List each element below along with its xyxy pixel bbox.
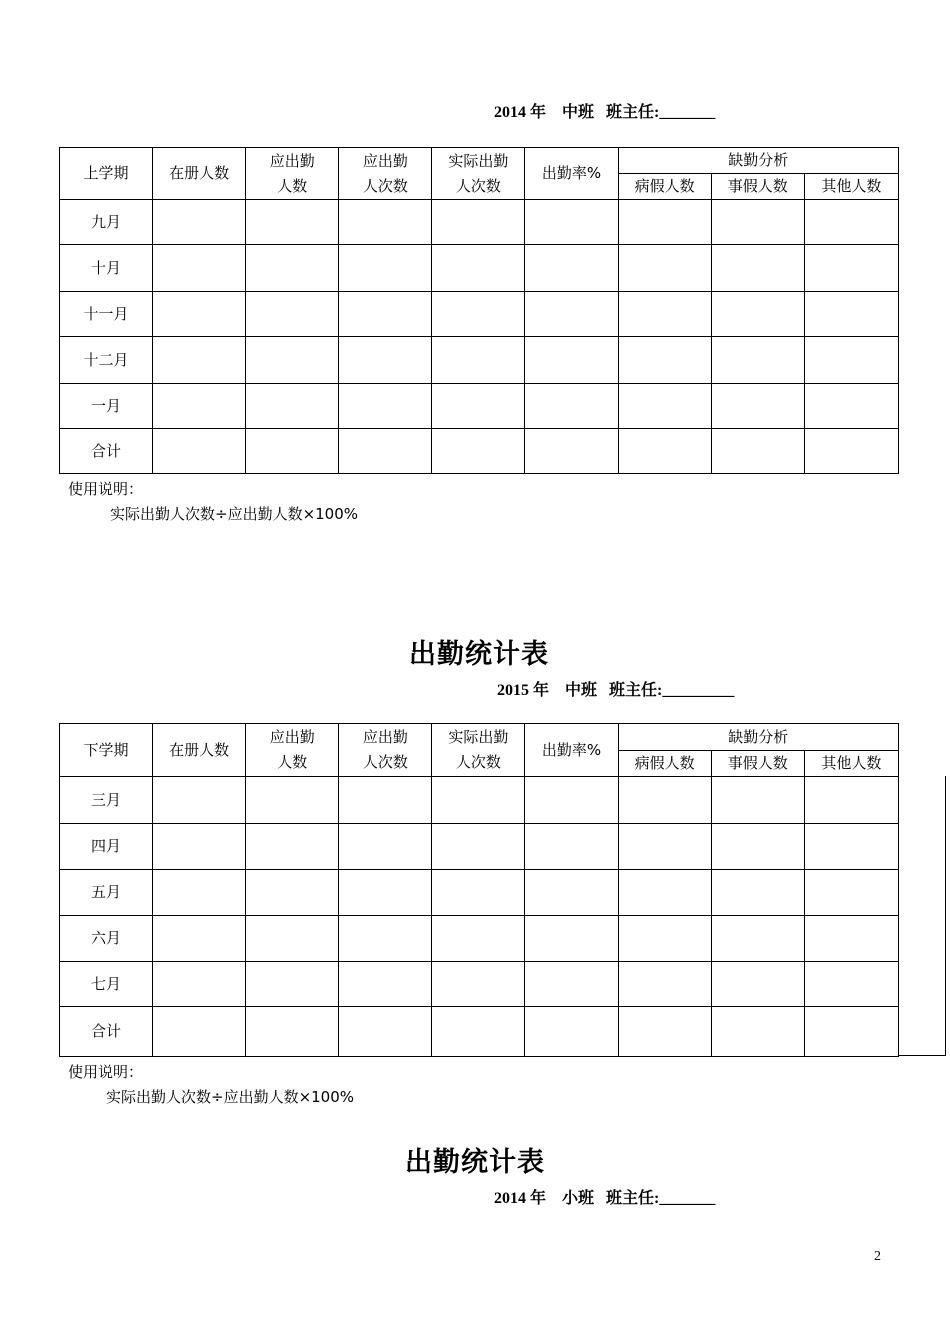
page-title: 出勤统计表 <box>405 1147 545 1178</box>
table-row <box>60 245 899 292</box>
header-absence-analysis: 缺勤分析 <box>618 148 898 174</box>
header-term: 下学期 <box>60 724 153 777</box>
header-actual-times <box>432 724 525 777</box>
header-expected-times <box>339 148 432 200</box>
usage-note-label: 使用说明： <box>68 1063 144 1081</box>
row-label: 合计 <box>60 429 153 474</box>
row-label: 十一月 <box>60 292 153 337</box>
table-row <box>60 824 899 870</box>
row-label: 合计 <box>60 1007 153 1057</box>
attendance-table-2 <box>59 723 899 1057</box>
header-actual-times <box>432 148 525 200</box>
header-sick: 病假人数 <box>618 751 711 777</box>
row-label: 十二月 <box>60 337 153 384</box>
header-other: 其他人数 <box>804 174 898 200</box>
header-personal: 事假人数 <box>711 751 804 777</box>
page-number: 2 <box>874 1249 881 1264</box>
table-row <box>60 870 899 916</box>
header-term: 上学期 <box>60 148 153 200</box>
header-sick: 病假人数 <box>618 174 711 200</box>
usage-note-formula: 实际出勤人次数÷应出勤人数×100% <box>106 1088 355 1106</box>
table-row-total <box>60 1007 899 1057</box>
usage-note-formula: 实际出勤人次数÷应出勤人数×100% <box>110 505 359 523</box>
row-label: 十月 <box>60 245 153 292</box>
header-other: 其他人数 <box>804 751 898 777</box>
header-enrolled: 在册人数 <box>153 724 246 777</box>
table-row <box>60 777 899 824</box>
header-expected-times-text: 应出勤人次数 <box>362 151 408 195</box>
bottom-edge-line <box>898 1055 946 1056</box>
attendance-table-1 <box>59 147 899 474</box>
header-absence-analysis: 缺勤分析 <box>618 724 898 751</box>
row-label: 六月 <box>60 916 153 962</box>
header-actual-times-text: 实际出勤人次数 <box>448 728 509 771</box>
header-expected <box>246 724 339 777</box>
right-edge-line <box>945 776 946 1056</box>
header-enrolled: 在册人数 <box>153 148 246 200</box>
row-label: 七月 <box>60 962 153 1007</box>
header-expected-text: 应出勤人数 <box>269 151 315 195</box>
row-label: 五月 <box>60 870 153 916</box>
table-row <box>60 292 899 337</box>
header-expected <box>246 148 339 200</box>
header-expected-times <box>339 724 432 777</box>
section1-subtitle: 2014 年 中班 班主任:_______ <box>494 104 716 121</box>
row-label: 四月 <box>60 824 153 870</box>
section2-subtitle: 2015 年 中班 班主任:_________ <box>497 682 735 699</box>
table-row <box>60 200 899 245</box>
table-row <box>60 337 899 384</box>
row-label: 一月 <box>60 384 153 429</box>
table-row <box>60 916 899 962</box>
table-row <box>60 384 899 429</box>
header-personal: 事假人数 <box>711 174 804 200</box>
header-expected-text: 应出勤人数 <box>269 728 315 771</box>
header-expected-times-text: 应出勤人次数 <box>362 728 408 771</box>
usage-note-label: 使用说明： <box>68 480 144 498</box>
row-label: 三月 <box>60 777 153 824</box>
header-rate: 出勤率% <box>525 724 618 777</box>
header-rate: 出勤率% <box>525 148 618 200</box>
header-actual-times-text: 实际出勤人次数 <box>448 151 509 195</box>
row-label: 九月 <box>60 200 153 245</box>
section3-subtitle: 2014 年 小班 班主任:_______ <box>494 1190 716 1207</box>
table-row-total <box>60 429 899 474</box>
page-title: 出勤统计表 <box>409 639 549 670</box>
table-row <box>60 962 899 1007</box>
